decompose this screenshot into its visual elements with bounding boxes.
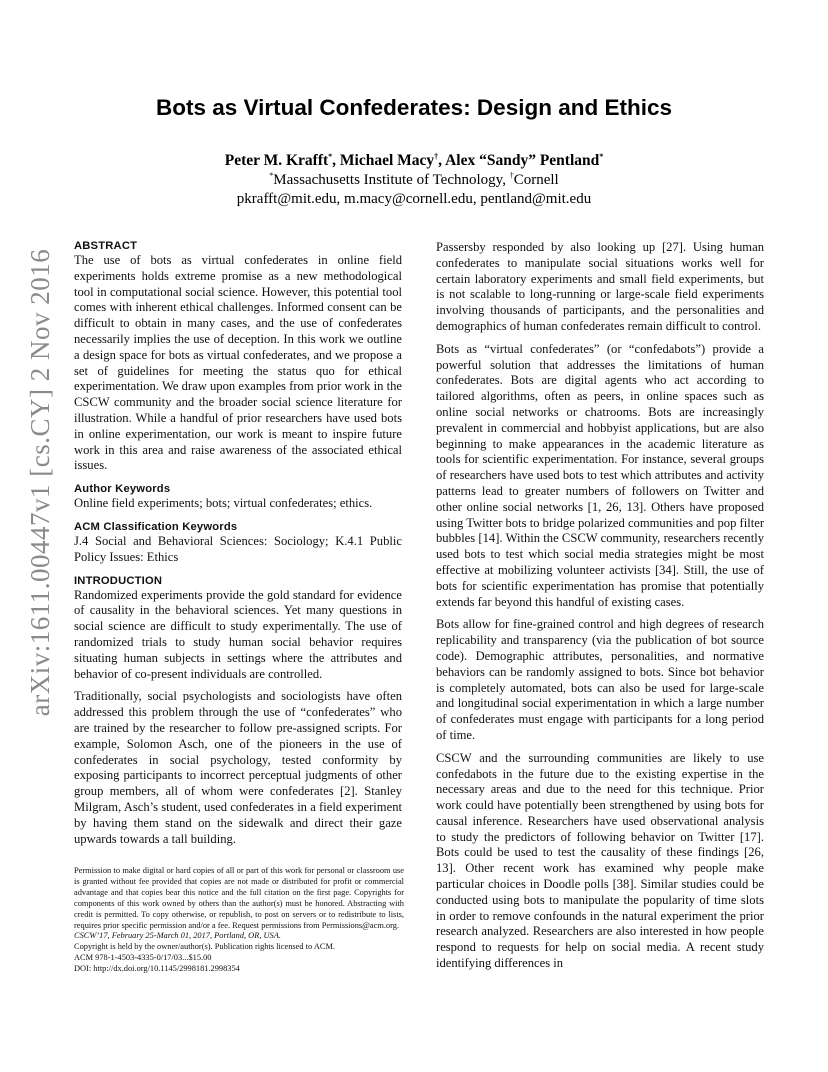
left-column — [74, 240, 402, 847]
doi-line: DOI: http://dx.doi.org/10.1145/2998181.2998354 — [74, 964, 240, 974]
arxiv-stamp-text: arXiv:1611.00447v1 [cs.CY] 2 Nov 2016 — [25, 248, 56, 716]
author-name: Alex “Sandy” Pentland — [445, 152, 600, 169]
author-mark: * — [328, 151, 333, 161]
acm-keywords-text: J.4 Social and Behavioral Sciences: Sociology; K.4.1 Public Policy Issues: Ethics — [74, 533, 402, 564]
abstract-text: The use of bots as virtual confederates in online field experiments holds extreme promise as a new methodological tool in computational social science. However, this potential tool comes with inherent ethical challenges. Informed consent can be difficult to obtain in many cases, and the use of confederates necessarily implies the use of deception. In this work we outline a design space for bots as virtual confederates, and we propose a set of guidelines for meeting the status quo for ethical experimentation. We draw upon examples from prior work in the CSCW community and the broader social science literature for illustration. While a handful of prior researchers have used bots in online experimentation, our work is meant to inspire future work in this area and raise awareness of the associated ethical issues. — [74, 253, 402, 473]
arxiv-side-stamp — [12, 248, 70, 716]
isbn-line: ACM 978-1-4503-4335-0/17/03...$15.00 — [74, 953, 212, 963]
introduction-heading: INTRODUCTION — [74, 574, 163, 587]
body-paragraph: Bots allow for fine-grained control and high degrees of research replicability and transparency (via the publication of bot source code). Demographic attributes, personalities, and normative behaviors can be randomly assigned to bots. Since bot behavior is completely automated, bots can also be used for large-scale and longitudinal social experimentation in which a large number of confederates must engage with participants for a long period of time. — [436, 617, 764, 742]
author-list: Peter M. Krafft*, Michael Macy†, Alex “Sandy” Pentland* — [224, 151, 604, 169]
body-paragraph: Bots as “virtual confederates” (or “confedabots”) provide a powerful solution that addresses the limitations of human confederates. Bots are digital agents who act according to tailored algorithms, often as peers, in online spaces such as online social networks or chatrooms. Bots are increasingly prevalent in commercial and hobbyist applications, but are also beginning to make appearances in the academic literature as tools for scientific experimentation. For instance, several groups of researchers have used bots to test which attributes and activity patterns lead to greater numbers of followers on Twitter and other online social networks [1, 26, 13]. Others have proposed using Twitter bots to bridge polarized communities and pop filter bubbles [14]. Within the CSCW community, researchers recently used bots to test which social media strategies might be most effective at mobilizing volunteer activists [34]. Still, the use of bots for scientific experimentation has promise that potentially extends far beyond this handful of existing cases. — [436, 341, 765, 609]
affiliation-name: Cornell — [513, 172, 559, 188]
affiliation-mark: * — [269, 171, 274, 180]
venue-line: CSCW’17, February 25-March 01, 2017, Portland, OR, USA. — [74, 931, 281, 941]
author-emails: pkrafft@mit.edu, m.macy@cornell.edu, pentland@mit.edu — [236, 191, 592, 207]
affiliation-line: *Massachusetts Institute of Technology, †Cornell — [269, 171, 559, 188]
copyright-line: Copyright is held by the owner/author(s). Publication rights licensed to ACM. — [74, 942, 335, 952]
affiliation-mark: † — [509, 171, 514, 180]
copyright-footnote — [74, 866, 404, 975]
acm-keywords-heading: ACM Classification Keywords — [74, 520, 238, 533]
introduction-paragraph: Traditionally, social psychologists and sociologists have often addressed this problem through the use of “confederates” who are trained by the researcher to follow pre-assigned scripts. For example, Solomon Asch, one of the pioneers in the use of confederates in social psychology, tested conformity by exposing participants to incorrect perceptual judgments of other group members, all of whom were confederates [2]. Stanley Milgram, Asch’s student, used confederates in a field experiment by having them stand on the sidewalk and direct their gaze upwards towards a tall building. — [74, 689, 402, 846]
permission-notice: Permission to make digital or hard copies of all or part of this work for personal or classroom use is granted without fee provided that copies are not made or distributed for profit or commercial advantage and that copies bear this notice and the full citation on the first page. Copyrights for components of this work owned by others than the author(s) must be honored. Abstracting with credit is permitted. To copy otherwise, or republish, to post on servers or to redistribute to lists, requires prior specific permission and/or a fee. Request permissions from Permissions@acm.org. — [74, 866, 404, 930]
author-keywords-text: Online field experiments; bots; virtual confederates; ethics. — [74, 496, 373, 511]
author-mark: * — [599, 151, 604, 161]
right-column — [436, 240, 764, 972]
paper-title: Bots as Virtual Confederates: Design and Ethics — [156, 95, 672, 120]
body-paragraph: Passersby responded by also looking up [27]. Using human confederates to manipulate social situations works well for certain laboratory experiments and small field experiments, but is not scalable to long-running or large-scale field experiments involving thousands of participants, and the personalities and demographics of human confederates remain difficult to control. — [436, 240, 764, 333]
author-name: Peter M. Krafft — [224, 152, 329, 169]
body-paragraph: CSCW and the surrounding communities are likely to use confedabots in the future due to the existing expertise in the necessary areas and due to the need for this technique. Prior work could have potentially been strengthened by using bots for causal inference. Researchers have used observational analysis to study the predictors of following behavior on Twitter [17]. Bots could be used to test the causality of these findings [26, 13]. Other recent work has examined why people make particular choices in Doodle polls [38]. Similar studies could be conducted using bots to manipulate the popularity of time slots in order to remove confounds in the natural experiment the prior research analyzed. Researchers are also interested in how people respond to requests for help on social media. A recent study identifying differences in — [436, 750, 764, 971]
author-mark: † — [434, 151, 439, 161]
introduction-paragraph: Randomized experiments provide the gold standard for evidence of causality in the behavioral sciences. Yet many questions in social science are difficult to study experimentally. The use of randomized trials to study human social behavior requires situating human subjects in settings where the attributes and behavior of co-present individuals are controlled. — [74, 587, 402, 681]
author-name: Michael Macy — [339, 152, 435, 169]
author-keywords-heading: Author Keywords — [74, 483, 171, 496]
abstract-heading: ABSTRACT — [74, 240, 138, 252]
affiliation-name: Massachusetts Institute of Technology — [273, 172, 503, 188]
